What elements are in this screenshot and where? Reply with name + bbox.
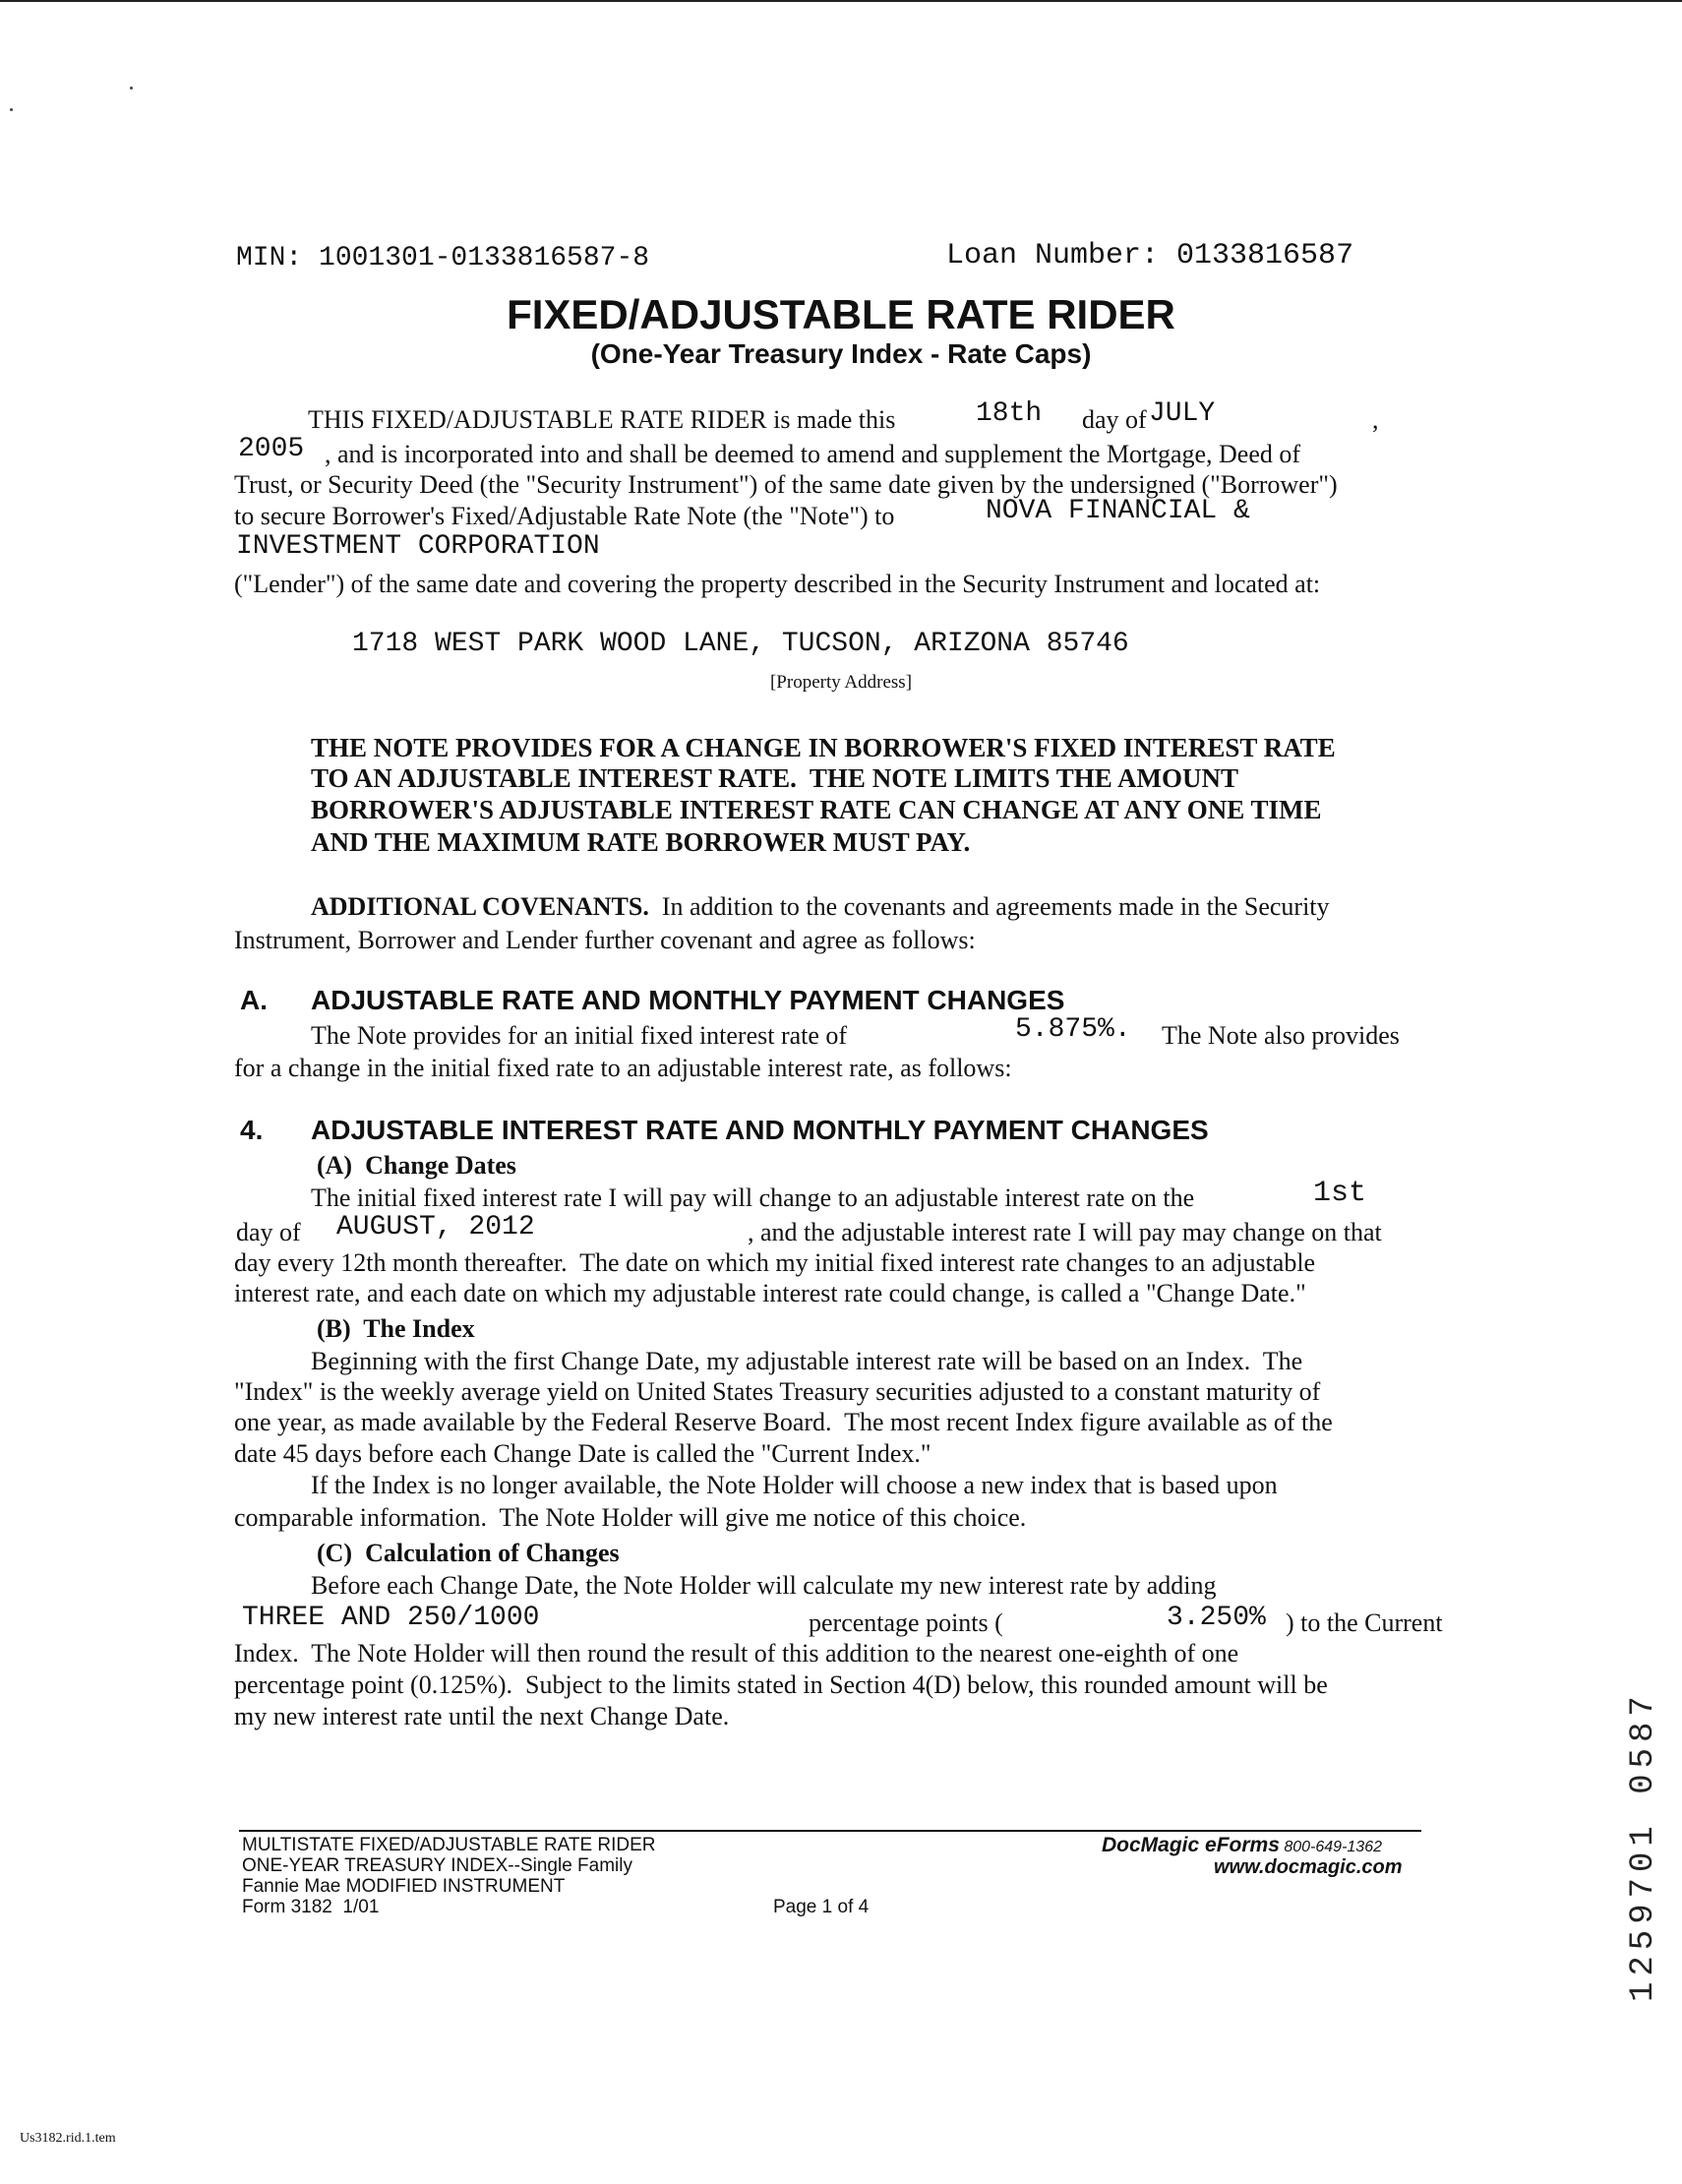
property-address-caption: [Property Address]: [769, 672, 913, 693]
intro-text: THIS FIXED/ADJUSTABLE RATE RIDER is made this: [308, 405, 896, 434]
document-title: FIXED/ADJUSTABLE RATE RIDER: [507, 291, 1175, 337]
intro-line-3: Trust, or Security Deed (the "Security Instrument") of the same date given by the undersigned ("Borrower"): [234, 470, 1338, 499]
notice-line: AND THE MAXIMUM RATE BORROWER MUST PAY.: [311, 827, 971, 857]
file-identifier: Us3182.rid.1.tem: [20, 2131, 116, 2146]
index-line-4: date 45 days before each Change Date is called the "Current Index.": [234, 1439, 931, 1468]
change-dates-line-4: interest rate, and each date on which my adjustable interest rate could change, is called a "Change Date.": [234, 1279, 1306, 1307]
initial-rate-value: 5.875%.: [1015, 1014, 1131, 1045]
change-dates-line-1: The initial fixed interest rate I will pay will change to an adjustable interest rate on the: [311, 1183, 1195, 1212]
change-dates-heading: (A) Change Dates: [317, 1151, 516, 1180]
side-stamp-number: 1259701 0587: [1625, 1690, 1662, 2002]
covenants-line-1: [311, 891, 1330, 922]
scan-speck: [130, 87, 133, 90]
intro-year-value: 2005: [238, 434, 305, 464]
lender-name-line-2: INVESTMENT CORPORATION: [236, 531, 600, 562]
section-a-line-1: The Note provides for an initial fixed interest rate of: [311, 1021, 848, 1050]
covenants-line-2: Instrument, Borrower and Lender further covenant and agree as follows:: [234, 926, 976, 954]
footer-form-subtitle: ONE-YEAR TREASURY INDEX--Single Family: [242, 1855, 632, 1876]
calculation-line-4: percentage point (0.125%). Subject to the limits stated in Section 4(D) below, this rounded amount will be: [234, 1670, 1328, 1699]
margin-percent-value: 3.250%: [1167, 1603, 1266, 1633]
section-a-heading: ADJUSTABLE RATE AND MONTHLY PAYMENT CHANGES: [311, 985, 1065, 1015]
docmagic-phone: 800-649-1362: [1284, 1839, 1382, 1855]
covenants-heading: ADDITIONAL COVENANTS.: [311, 892, 649, 921]
change-dates-line-2: , and the adjustable interest rate I will pay may change on that: [748, 1218, 1382, 1246]
change-day-value: 1st: [1313, 1177, 1367, 1210]
page-number: Page 1 of 4: [773, 1897, 870, 1917]
calculation-line-1: Before each Change Date, the Note Holder will calculate my new interest rate by adding: [311, 1571, 1217, 1600]
intro-line-1: [308, 404, 895, 435]
intro-line-2: , and is incorporated into and shall be deemed to amend and supplement the Mortgage, Deed of: [325, 440, 1301, 468]
loan-number: Loan Number: 0133816587: [946, 239, 1354, 273]
change-date-value: AUGUST, 2012: [336, 1212, 535, 1243]
calculation-heading: (C) Calculation of Changes: [317, 1539, 620, 1567]
document-subtitle: (One-Year Treasury Index - Rate Caps): [590, 338, 1092, 369]
scan-top-edge: [0, 0, 1682, 2]
notice-line: TO AN ADJUSTABLE INTEREST RATE. THE NOTE LIMITS THE AMOUNT: [311, 763, 1239, 793]
intro-comma: ,: [1372, 405, 1379, 434]
calculation-line-2: ) to the Current: [1286, 1608, 1443, 1637]
footer-form-title: MULTISTATE FIXED/ADJUSTABLE RATE RIDER: [242, 1835, 656, 1855]
docmagic-logo: DocMagic eForms: [1102, 1834, 1280, 1856]
calculation-text: percentage points (: [809, 1608, 1003, 1637]
calculation-line-3: Index. The Note Holder will then round the result of this addition to the nearest one-eighth of one: [234, 1639, 1239, 1668]
index-line-6: comparable information. The Note Holder will give me notice of this choice.: [234, 1503, 1027, 1532]
notice-line: BORROWER'S ADJUSTABLE INTEREST RATE CAN CHANGE AT ANY ONE TIME: [311, 795, 1322, 824]
intro-line-6: ("Lender") of the same date and covering the property described in the Security Instrument and located at:: [234, 570, 1321, 598]
docmagic-website: www.docmagic.com: [1214, 1856, 1403, 1878]
section-4-heading: ADJUSTABLE INTEREST RATE AND MONTHLY PAYMENT CHANGES: [311, 1115, 1209, 1145]
margin-words-value: THREE AND 250/1000: [242, 1603, 540, 1633]
index-heading: (B) The Index: [317, 1314, 475, 1343]
min-number: MIN: 1001301-0133816587-8: [236, 243, 650, 273]
intro-line-4: to secure Borrower's Fixed/Adjustable Rate Note (the "Note") to: [234, 502, 895, 530]
scan-speck: [10, 108, 13, 111]
calculation-line-5: my new interest rate until the next Change Date.: [234, 1702, 730, 1730]
covenants-text: In addition to the covenants and agreements made in the Security: [661, 892, 1330, 921]
section-4-number: 4.: [240, 1115, 264, 1145]
index-line-5: If the Index is no longer available, the Note Holder will choose a new index that is based upon: [311, 1471, 1278, 1499]
property-address: 1718 WEST PARK WOOD LANE, TUCSON, ARIZONA 85746: [352, 629, 1129, 659]
section-a-line-2: for a change in the initial fixed rate to an adjustable interest rate, as follows:: [234, 1054, 1012, 1082]
footer-instrument: Fannie Mae MODIFIED INSTRUMENT: [242, 1876, 566, 1897]
intro-day-value: 18th: [976, 398, 1043, 429]
section-a-letter: A.: [240, 985, 268, 1015]
index-line-2: "Index" is the weekly average yield on United States Treasury securities adjusted to a constant maturity of: [234, 1377, 1321, 1406]
notice-line: THE NOTE PROVIDES FOR A CHANGE IN BORROWER'S FIXED INTEREST RATE: [311, 733, 1336, 762]
footer-form-number: Form 3182 1/01: [242, 1897, 380, 1917]
change-dates-line-3: day every 12th month thereafter. The date on which my initial fixed interest rate changes to an adjustable: [234, 1248, 1316, 1277]
change-dates-text: day of: [236, 1218, 301, 1246]
index-line-1: Beginning with the first Change Date, my adjustable interest rate will be based on an Index. The: [311, 1347, 1303, 1375]
section-a-text: The Note also provides: [1162, 1021, 1400, 1050]
intro-text: day of: [1082, 405, 1147, 434]
docmagic-brand-line: [1102, 1834, 1382, 1857]
intro-month-value: JULY: [1149, 398, 1216, 429]
lender-name-line-1: NOVA FINANCIAL &: [986, 496, 1250, 526]
index-line-3: one year, as made available by the Federal Reserve Board. The most recent Index figure available as of the: [234, 1408, 1333, 1436]
footer-rule: [239, 1830, 1421, 1832]
